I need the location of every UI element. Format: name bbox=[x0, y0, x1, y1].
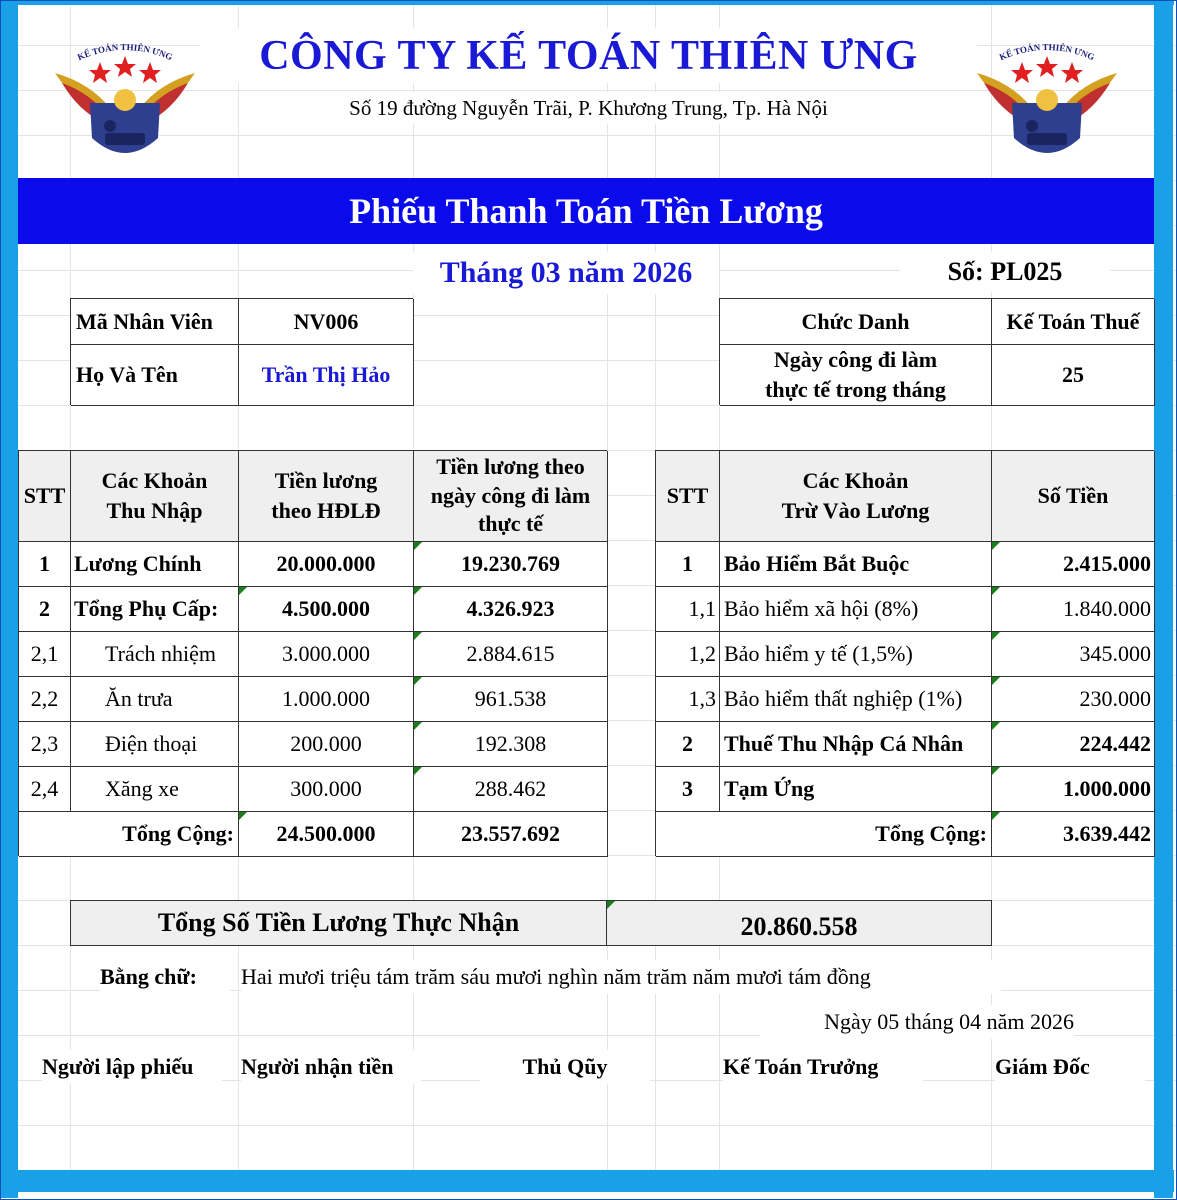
workdays-label bbox=[720, 345, 992, 406]
pay-period: Tháng 03 năm 2026 bbox=[413, 252, 719, 294]
deduction-row-amount: 345.000 bbox=[992, 632, 1155, 677]
deductions-table bbox=[655, 450, 1154, 856]
employee-info-right bbox=[719, 298, 1154, 405]
net-pay-label: Tổng Số Tiền Lương Thực Nhận bbox=[71, 901, 607, 945]
deduction-header-item-line1: Các Khoản bbox=[802, 468, 909, 494]
income-header-actual-line2: ngày công đi làm bbox=[430, 482, 591, 508]
income-row-item: Điện thoại bbox=[71, 722, 239, 767]
svg-text:KẾ TOÁN THIÊN ƯNG: KẾ TOÁN THIÊN ƯNG bbox=[997, 41, 1097, 63]
deduction-row-item: Bảo hiểm xã hội (8%) bbox=[720, 587, 992, 632]
deduction-header-item bbox=[720, 451, 992, 542]
workdays-label-line1: Ngày công đi làm bbox=[773, 347, 938, 373]
income-row-contract: 3.000.000 bbox=[239, 632, 414, 677]
income-header-item-line1: Các Khoản bbox=[101, 468, 208, 494]
signer-receiver: Người nhận tiền bbox=[241, 1050, 421, 1084]
document-title: Phiếu Thanh Toán Tiền Lương bbox=[18, 178, 1154, 244]
deduction-row-amount: 230.000 bbox=[992, 677, 1155, 722]
workdays-label-line2: thực tế trong tháng bbox=[765, 377, 946, 402]
signing-date: Ngày 05 tháng 04 năm 2026 bbox=[760, 1005, 1074, 1039]
income-row-contract: 300.000 bbox=[239, 767, 414, 812]
deduction-header-amount: Số Tiền bbox=[992, 451, 1155, 542]
deduction-header-item-line2: Trừ Vào Lương bbox=[781, 498, 930, 523]
income-row-actual: 961.538 bbox=[414, 677, 608, 722]
deduction-row-item: Bảo hiểm thất nghiệp (1%) bbox=[720, 677, 992, 722]
income-header-contract-line1: Tiền lương bbox=[274, 468, 378, 494]
signer-chief-accountant: Kế Toán Trưởng bbox=[723, 1050, 923, 1084]
income-row-stt: 1 bbox=[19, 542, 71, 587]
signer-director: Giám Đốc bbox=[995, 1050, 1145, 1084]
company-logo-left bbox=[50, 38, 200, 168]
net-pay-box bbox=[70, 900, 992, 946]
deduction-row-item: Thuế Thu Nhập Cá Nhân bbox=[720, 722, 992, 767]
deduction-row-amount: 2.415.000 bbox=[992, 542, 1155, 587]
svg-text:KẾ TOÁN THIÊN ƯNG: KẾ TOÁN THIÊN ƯNG bbox=[75, 41, 175, 63]
income-header-stt: STT bbox=[19, 451, 71, 542]
income-row-contract: 20.000.000 bbox=[239, 542, 414, 587]
income-header-item-line2: Thu Nhập bbox=[106, 498, 203, 523]
deduction-row-stt: 1,1 bbox=[656, 587, 720, 632]
amount-in-words: Hai mươi triệu tám trăm sáu mươi nghìn năm trăm năm mươi tám đồng bbox=[241, 960, 1001, 994]
deduction-row-stt: 1,3 bbox=[656, 677, 720, 722]
signer-preparer: Người lập phiếu bbox=[42, 1050, 222, 1084]
income-row-stt: 2,3 bbox=[19, 722, 71, 767]
deduction-row-item: Bảo Hiểm Bắt Buộc bbox=[720, 542, 992, 587]
deduction-row-stt: 3 bbox=[656, 767, 720, 812]
income-total-actual: 23.557.692 bbox=[414, 812, 608, 857]
income-header-actual-line1: Tiền lương theo bbox=[436, 454, 585, 480]
document-number: Số: PL025 bbox=[900, 252, 1110, 292]
company-address: Số 19 đường Nguyễn Trãi, P. Khương Trung, Tp. Hà Nội bbox=[250, 92, 927, 124]
income-row-item: Trách nhiệm bbox=[71, 632, 239, 677]
deduction-row-amount: 1.840.000 bbox=[992, 587, 1155, 632]
income-total-label: Tổng Cộng: bbox=[19, 812, 239, 857]
income-row-actual: 19.230.769 bbox=[414, 542, 608, 587]
deduction-total-amount: 3.639.442 bbox=[992, 812, 1155, 857]
income-row-contract: 200.000 bbox=[239, 722, 414, 767]
position-label: Chức Danh bbox=[720, 299, 992, 345]
income-header-contract bbox=[239, 451, 414, 542]
income-row-item: Tổng Phụ Cấp: bbox=[71, 587, 239, 632]
deduction-row-amount: 1.000.000 bbox=[992, 767, 1155, 812]
income-header-actual bbox=[414, 451, 608, 542]
company-name: CÔNG TY KẾ TOÁN THIÊN ƯNG bbox=[200, 28, 977, 83]
income-table bbox=[18, 450, 607, 856]
employee-name: Trần Thị Hảo bbox=[239, 345, 414, 406]
signer-cashier: Thủ Qũy bbox=[480, 1050, 650, 1084]
income-row-item: Lương Chính bbox=[71, 542, 239, 587]
deduction-row-item: Tạm Ứng bbox=[720, 767, 992, 812]
income-row-actual: 4.326.923 bbox=[414, 587, 608, 632]
income-row-contract: 4.500.000 bbox=[239, 587, 414, 632]
position-value: Kế Toán Thuế bbox=[992, 299, 1155, 345]
deduction-row-stt: 1 bbox=[656, 542, 720, 587]
income-header-contract-line2: theo HĐLĐ bbox=[271, 498, 381, 523]
income-row-item: Ăn trưa bbox=[71, 677, 239, 722]
income-row-actual: 288.462 bbox=[414, 767, 608, 812]
income-row-item: Xăng xe bbox=[71, 767, 239, 812]
deduction-row-stt: 1,2 bbox=[656, 632, 720, 677]
income-total-contract: 24.500.000 bbox=[239, 812, 414, 857]
deduction-header-stt: STT bbox=[656, 451, 720, 542]
deduction-row-item: Bảo hiểm y tế (1,5%) bbox=[720, 632, 992, 677]
income-row-stt: 2,1 bbox=[19, 632, 71, 677]
income-header-item bbox=[71, 451, 239, 542]
income-row-contract: 1.000.000 bbox=[239, 677, 414, 722]
income-row-actual: 192.308 bbox=[414, 722, 608, 767]
amount-in-words-label: Bằng chữ: bbox=[100, 960, 230, 994]
net-pay-amount: 20.860.558 bbox=[607, 901, 991, 945]
income-header-actual-line3: thực tế bbox=[477, 511, 544, 537]
employee-name-label: Họ Và Tên bbox=[71, 345, 239, 406]
employee-info-left bbox=[70, 298, 413, 405]
income-row-stt: 2 bbox=[19, 587, 71, 632]
deduction-row-stt: 2 bbox=[656, 722, 720, 767]
deduction-row-amount: 224.442 bbox=[992, 722, 1155, 767]
income-row-stt: 2,4 bbox=[19, 767, 71, 812]
employee-id-label: Mã Nhân Viên bbox=[71, 299, 239, 345]
employee-id: NV006 bbox=[239, 299, 414, 345]
income-row-actual: 2.884.615 bbox=[414, 632, 608, 677]
workdays-value: 25 bbox=[992, 345, 1155, 406]
income-row-stt: 2,2 bbox=[19, 677, 71, 722]
deduction-total-label: Tổng Cộng: bbox=[656, 812, 992, 857]
company-logo-right bbox=[972, 38, 1122, 168]
